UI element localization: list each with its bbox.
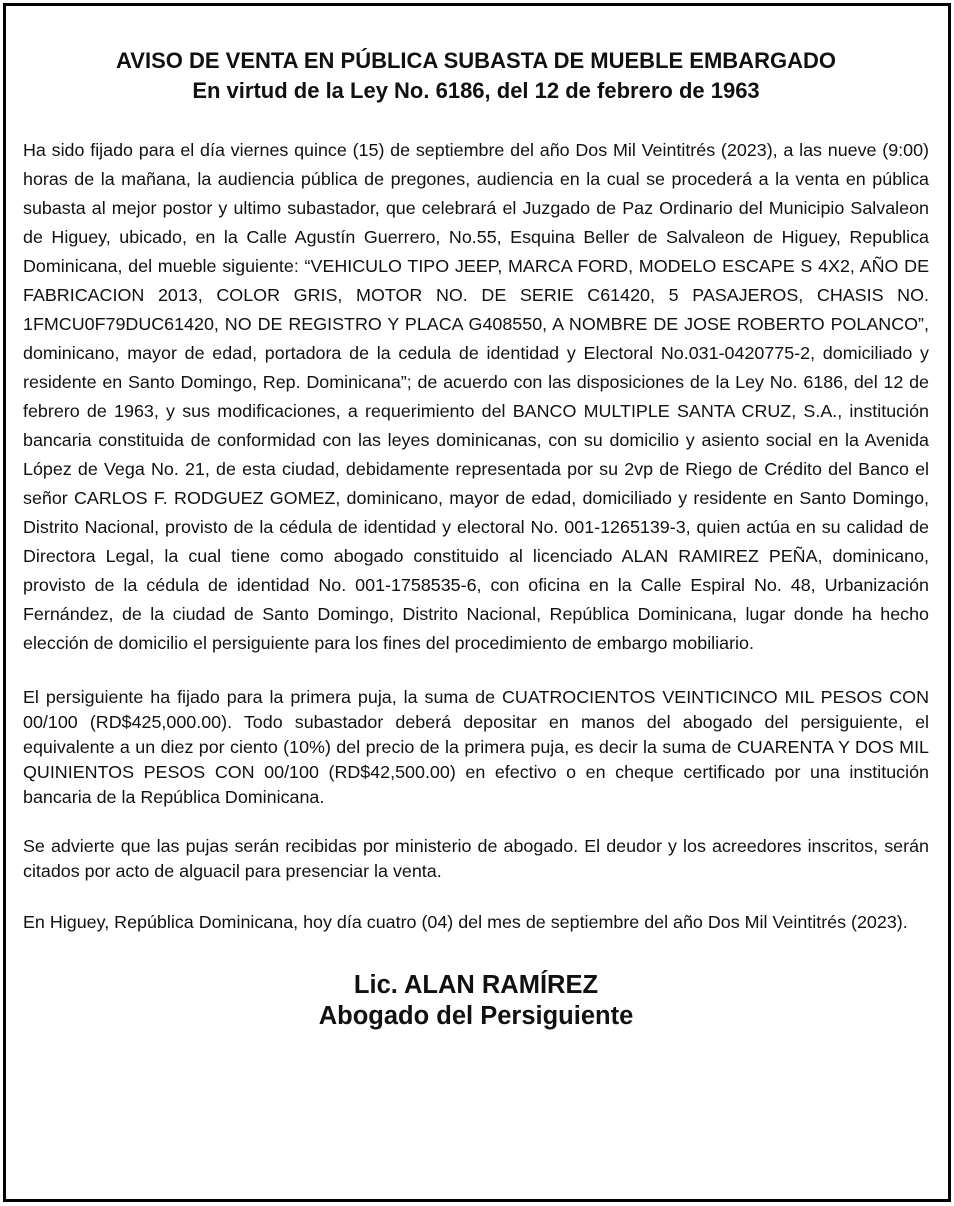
signature-name: Lic. ALAN RAMÍREZ [353,971,599,999]
signature-role: Abogado del Persiguiente [318,1002,634,1030]
notice-title [23,46,929,106]
paragraph-bids-notice: Se advierte que las pujas serán recibidas por ministerio de abogado. El deudor y los acreedores inscritos, serán citados por acto de alguacil para presenciar la venta. [23,836,929,881]
notice-border [3,3,951,1202]
notice-content [23,46,929,1032]
signature-block [23,970,929,1032]
paragraph-auction-details: Ha sido fijado para el día viernes quince (15) de septiembre del año Dos Mil Veintitrés (2023), a las nueve (9:00) horas de la mañana, la audiencia pública de pregones, audiencia en la cual se procederá a la venta en pública subasta al mejor postor y ultimo subastador, que celebrará el Juzgado de Paz Ordinario del Municipio Salvaleon de Higuey, ubicado, en la Calle Agustín Guerrero, No.55, Esquina Beller de Salvaleon de Higuey, Republica Dominicana, del mueble siguiente: “VEHICULO TIPO JEEP, MARCA FORD, MODELO ESCAPE S 4X2, AÑO DE FABRICACION 2013, COLOR GRIS, MOTOR NO. DE SERIE C61420, 5 PASAJEROS, CHASIS NO. 1FMCU0F79DUC61420, NO DE REGISTRO Y PLACA G408550, A NOMBRE DE JOSE ROBERTO POLANCO”, dominicano, mayor de edad, portadora de la cedula de identidad y Electoral No.031-0420775-2, domiciliado y residente en Santo Domingo, Rep. Dominicana”; de acuerdo con las disposiciones de la Ley No. 6186, del 12 de febrero de 1963, y sus modificaciones, a requerimiento del BANCO MULTIPLE SANTA CRUZ, S.A., institución bancaria constituida de conformidad con las leyes dominicanas, con su domicilio y asiento social en la Avenida López de Vega No. 21, de esta ciudad, debidamente representada por su 2vp de Riego de Crédito del Banco el señor CARLOS F. RODGUEZ GOMEZ, dominicano, mayor de edad, domiciliado y residente en Santo Domingo, Distrito Nacional, provisto de la cédula de identidad y electoral No. 001-1265139-3, quien actúa en su calidad de Directora Legal, la cual tiene como abogado constituido al licenciado ALAN RAMIREZ PEÑA, dominicano, provisto de la cédula de identidad No. 001-1758535-6, con oficina en la Calle Espiral No. 48, Urbanización Fernández, de la ciudad de Santo Domingo, Distrito Nacional, República Dominicana, lugar donde ha hecho elección de domicilio el persiguiente para los fines del procedimiento de embargo mobiliario. [23,140,929,653]
notice-title-line-2: En virtud de la Ley No. 6186, del 12 de febrero de 1963 [192,78,760,103]
paragraph-first-bid: El persiguiente ha fijado para la primera puja, la suma de CUATROCIENTOS VEINTICINCO MIL PESOS CON 00/100 (RD$425,000.00). Todo subastador deberá depositar en manos del abogado del persiguiente, el equivalente a un diez por ciento (10%) del precio de la primera puja, es decir la suma de CUARENTA Y DOS MIL QUINIENTOS PESOS CON 00/100 (RD$42,500.00) en efectivo o en cheque certificado por una institución bancaria de la República Dominicana. [23,687,929,807]
notice-title-line-1: AVISO DE VENTA EN PÚBLICA SUBASTA DE MUEBLE EMBARGADO [116,48,836,73]
paragraph-place-date: En Higuey, República Dominicana, hoy día cuatro (04) del mes de septiembre del año Dos Mil Veintitrés (2023). [23,912,908,932]
